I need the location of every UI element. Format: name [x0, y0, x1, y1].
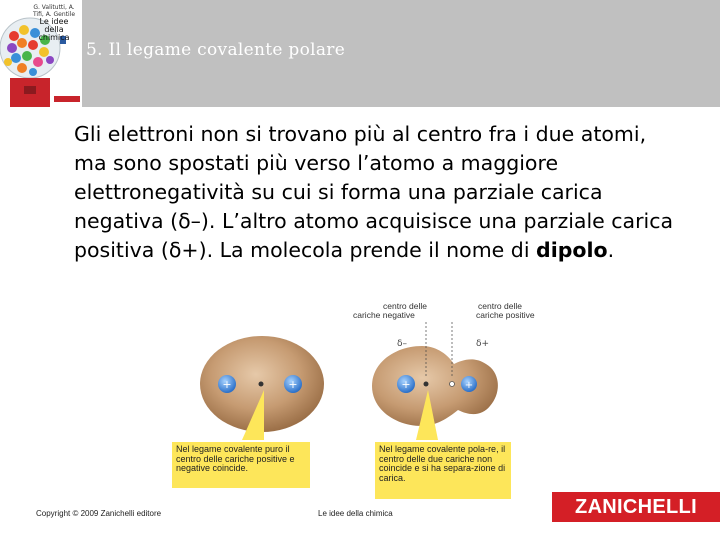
proton-sign: + [288, 378, 298, 391]
delta-minus-label: δ– [397, 339, 408, 349]
dipole-figure [170, 298, 550, 503]
publisher-logo: ZANICHELLI [552, 492, 720, 522]
positive-label-line-2: cariche positive [476, 310, 535, 320]
cover-title: Le idee della chimica [38, 17, 70, 42]
polar-negative-center-dot [424, 382, 429, 387]
positive-center-label [476, 301, 535, 320]
paragraph-end: . [607, 238, 615, 262]
negative-center-label [353, 301, 429, 320]
footer-copyright: Copyright © 2009 Zanichelli editore [36, 509, 162, 518]
positive-label-line-1: centro delle [478, 301, 522, 311]
delta-plus-label: δ+ [476, 339, 490, 349]
book-cover [0, 0, 82, 107]
bold-term: dipolo [536, 238, 608, 262]
footer-book-title: Le idee della chimica [318, 509, 393, 518]
slide-title: 5. Il legame covalente polare [86, 40, 346, 60]
negative-label-line-2: cariche negative [353, 310, 415, 320]
body-paragraph [74, 120, 684, 265]
negative-label-line-1: centro delle [383, 301, 427, 311]
proton-sign: + [222, 378, 232, 391]
paragraph-text: Gli elettroni non si trovano più al centro fra i due atomi, ma sono spostati più verso l’atomo a maggiore elettronegatività su cui si forma una parziale carica negativa (δ–). L’altro atomo acquisisce una parziale carica positiva (δ+). La molecola prende il nome di [74, 122, 674, 262]
nonpolar-center-dot [259, 382, 264, 387]
proton-sign: + [464, 380, 474, 391]
cover-text [30, 4, 78, 42]
cover-authors: G. Valitutti, A. Tifi, A. Gentile [32, 4, 76, 18]
caption-polar: Nel legame covalente pola-re, il centro delle due cariche non coincide e si ha separa-zione di carica. [375, 442, 511, 499]
polar-cloud [372, 346, 498, 426]
polar-positive-center-dot [450, 382, 455, 387]
proton-sign: + [401, 378, 411, 391]
caption-nonpolar: Nel legame covalente puro il centro delle cariche positive e negative coincide. [172, 442, 310, 488]
